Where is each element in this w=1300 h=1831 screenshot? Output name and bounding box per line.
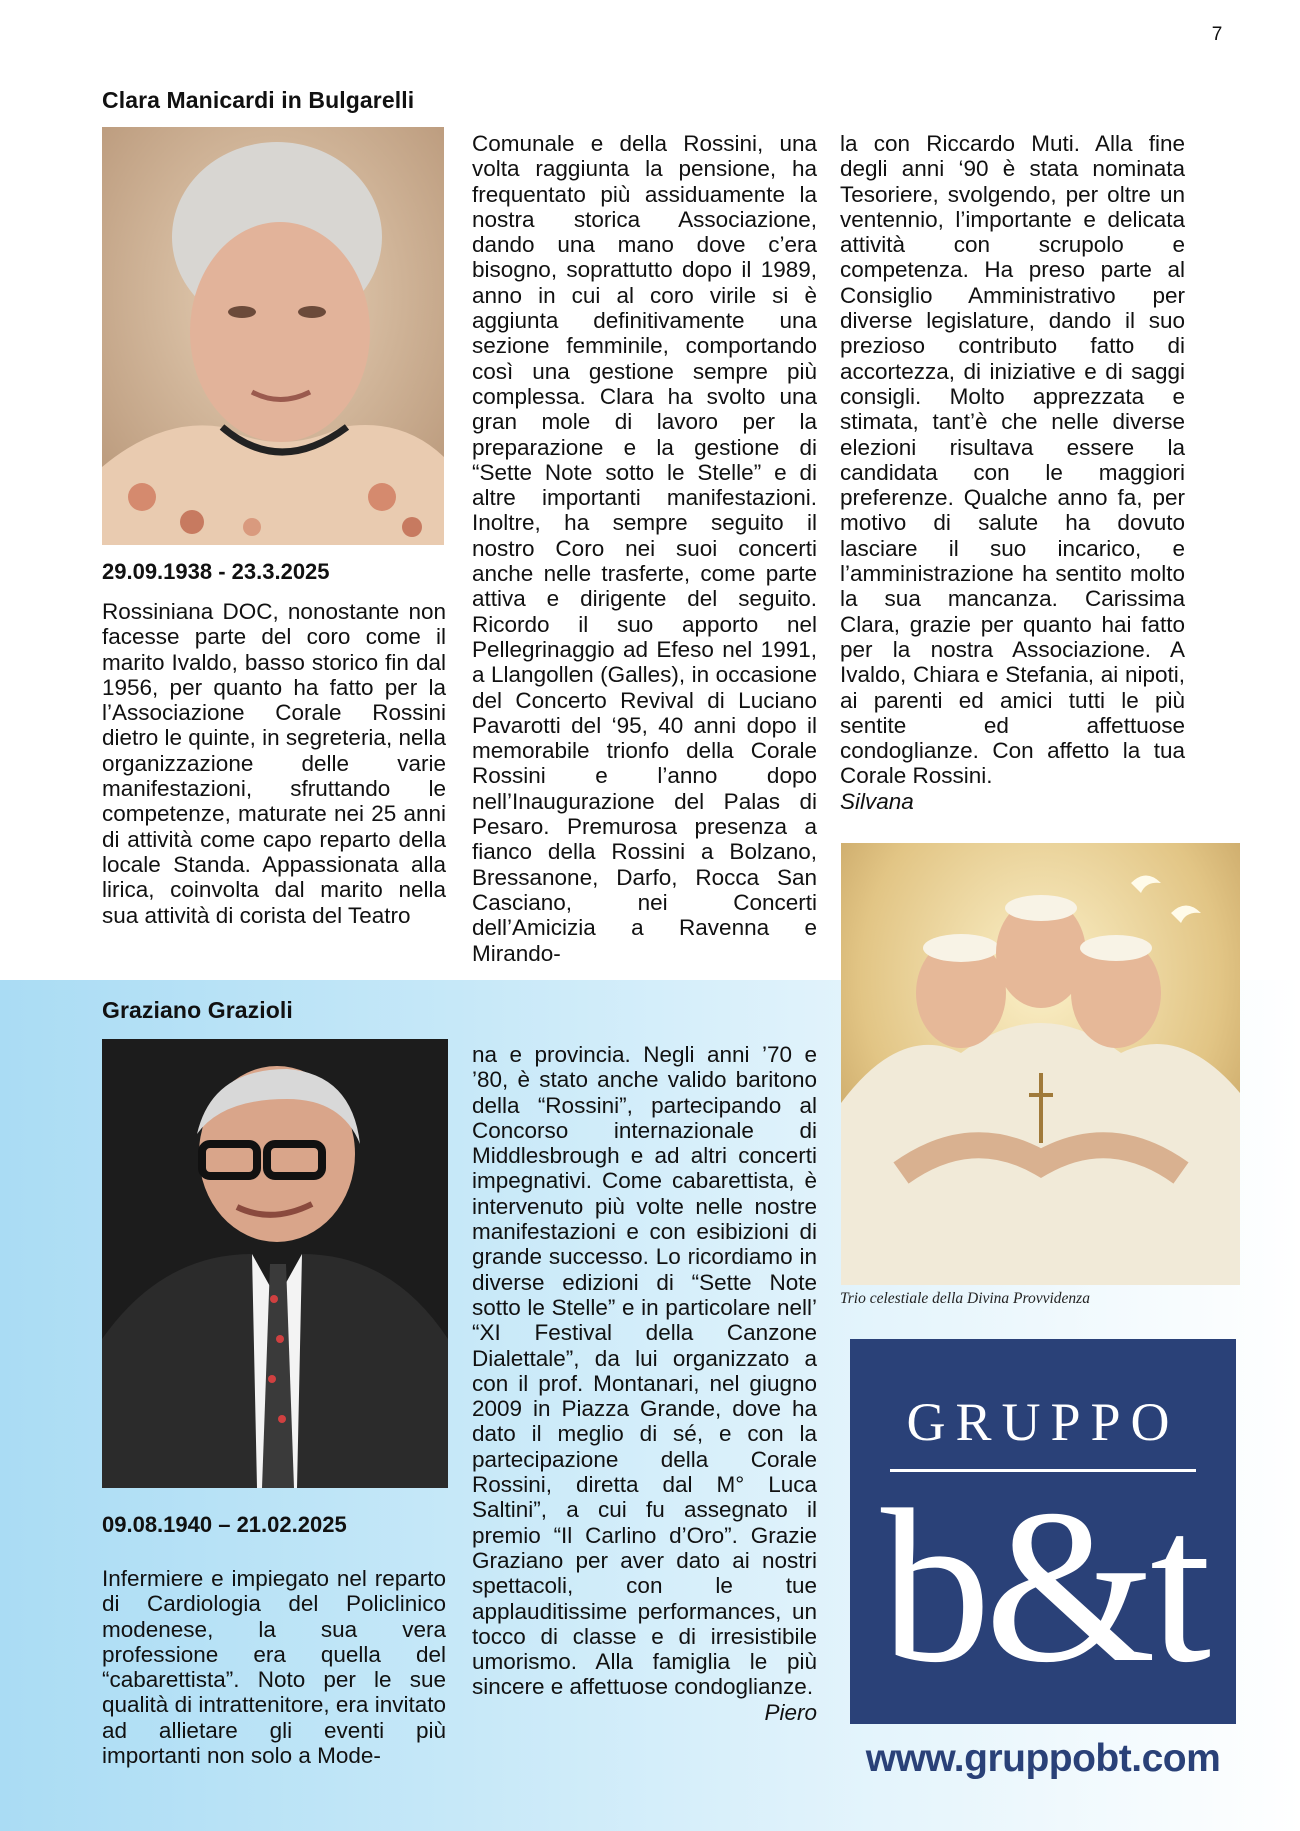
obituary-1-name: Clara Manicardi in Bulgarelli — [102, 87, 415, 113]
obituary-2-signature: Piero — [764, 1699, 817, 1725]
obituary-1-text-col1 — [102, 599, 446, 928]
obituary-1-dates: 29.09.1938 - 23.3.2025 — [102, 559, 330, 584]
obituary-2-paragraph-1: Infermiere e impiegato nel reparto di Cardiologia del Policlinico modenese, la sua vera professione era quella del “cabarettista”. Noto per le sue qualità di intrattenitore, era invitato ad allietare gli eventi più importanti non solo a Mode- — [102, 1566, 446, 1769]
portrait-clara-photo — [102, 127, 444, 545]
obituary-1-text-col3 — [840, 131, 1185, 814]
obituary-2-name: Graziano Grazioli — [102, 997, 293, 1023]
obituary-1-text-col2 — [472, 131, 817, 966]
artwork-three-popes-image — [841, 843, 1240, 1285]
portrait-graziano-photo — [102, 1039, 448, 1488]
obituary-2-text-col1 — [102, 1566, 446, 1768]
obituary-2-dates: 09.08.1940 – 21.02.2025 — [102, 1512, 347, 1537]
gruppo-bt-logo — [850, 1339, 1236, 1724]
logo-bt-text: b&t — [880, 1464, 1206, 1708]
obituary-1-paragraph-3: la con Riccardo Muti. Alla fine degli anni ‘90 è stata nominata Tesoriere, svolgendo, per oltre un ventennio, l’importante e delicata attività con scrupolo e competenza. Ha preso parte al Consiglio Amministrativo per diverse legislature, dando il suo prezioso contributo fatto di accortezza, di iniziative e di saggi consigli. Molto apprezzata e stimata, tant’è che nelle diverse elezioni risultava essere la candidata con le maggiori preferenze. Qualche anno fa, per motivo di salute ha dovuto lasciare il suo incarico, e l’amministrazione ha sentito molto la sua mancanza. Carissima Clara, grazie per quanto hai fatto per la nostra Associazione. A Ivaldo, Chiara e Stefania, ai nipoti, ai parenti ed amici tutti le più sentite ed affettuose condoglianze. Con affetto la tua Corale Rossini. — [840, 131, 1185, 789]
obituary-2-text-col2 — [472, 1042, 817, 1725]
artwork-caption: Trio celestiale della Divina Provvidenza — [840, 1290, 1090, 1307]
obituary-2-paragraph-2-text: na e provincia. Negli anni ’70 e ’80, è stato anche valido baritono della “Rossini”, partecipando al Concorso internazionale di Middlesbrough e ad altri concerti impegnativi. Come cabarettista, è intervenuto più volte nelle nostre manifestazioni e con esibizioni di grande successo. Lo ricordiamo in diverse edizioni di “Sette Note sotto le Stelle” e in particolare nell’ “XI Festival della Canzone Dialettale”, da lui organizzato a con il prof. Montanari, nel giugno 2009 in Piazza Grande, dove ha dato il meglio di sé, e con la partecipazione della Corale Rossini, diretta dal M° Luca Saltini”, a cui fu assegnato il premio “Il Carlino d’Oro”. Grazie Graziano per aver dato ai nostri spettacoli, con le tue applauditissime performances, un tocco di classe e di irresistibile umorismo. Alla famiglia le più sincere e affettuose condoglianze. — [472, 1042, 817, 1700]
obituary-1-signature: Silvana — [840, 788, 914, 814]
logo-gruppo-text: GRUPPO — [906, 1392, 1180, 1452]
website-url: www.gruppobt.com — [865, 1737, 1221, 1780]
obituary-1-paragraph-1: Rossiniana DOC, nonostante non facesse parte del coro come il marito Ivaldo, basso storico fin dal 1956, per quanto ha fatto per la l’Associazione Corale Rossini dietro le quinte, in segreteria, nella organizzazione delle varie manifestazioni, sfruttando le competenze, maturate nei 25 anni di attività come capo reparto della locale Standa. Appassionata alla lirica, coinvolta dal marito nella sua attività di corista del Teatro — [102, 599, 446, 928]
obituary-2-paragraph-2 — [472, 1042, 817, 1725]
page-number: 7 — [1211, 24, 1223, 45]
obituary-1-paragraph-2: Comunale e della Rossini, una volta raggiunta la pensione, ha frequentato più assiduamente la nostra storica Associazione, dando una mano dove c’era bisogno, soprattutto dopo il 1989, anno in cui al coro virile si è aggiunta definitivamente una sezione femminile, comportando così una gestione sempre più complessa. Clara ha svolto una gran mole di lavoro per la preparazione e la gestione di “Sette Note sotto le Stelle” e di altre importanti manifestazioni. Inoltre, ha sempre seguito il nostro Coro nei suoi concerti anche nelle trasferte, come parte attiva e dirigente del seguito. Ricordo il suo apporto nel Pellegrinaggio ad Efeso nel 1991, a Llangollen (Galles), in occasione del Concerto Revival di Luciano Pavarotti del ‘95, 40 anni dopo il memorabile trionfo della Corale Rossini e l’anno dopo nell’Inaugurazione del Palas di Pesaro. Premurosa presenza a fianco della Rossini a Bolzano, Bressanone, Darfo, Rocca San Casciano, nei Concerti dell’Amicizia a Ravenna e Mirando- — [472, 131, 817, 966]
